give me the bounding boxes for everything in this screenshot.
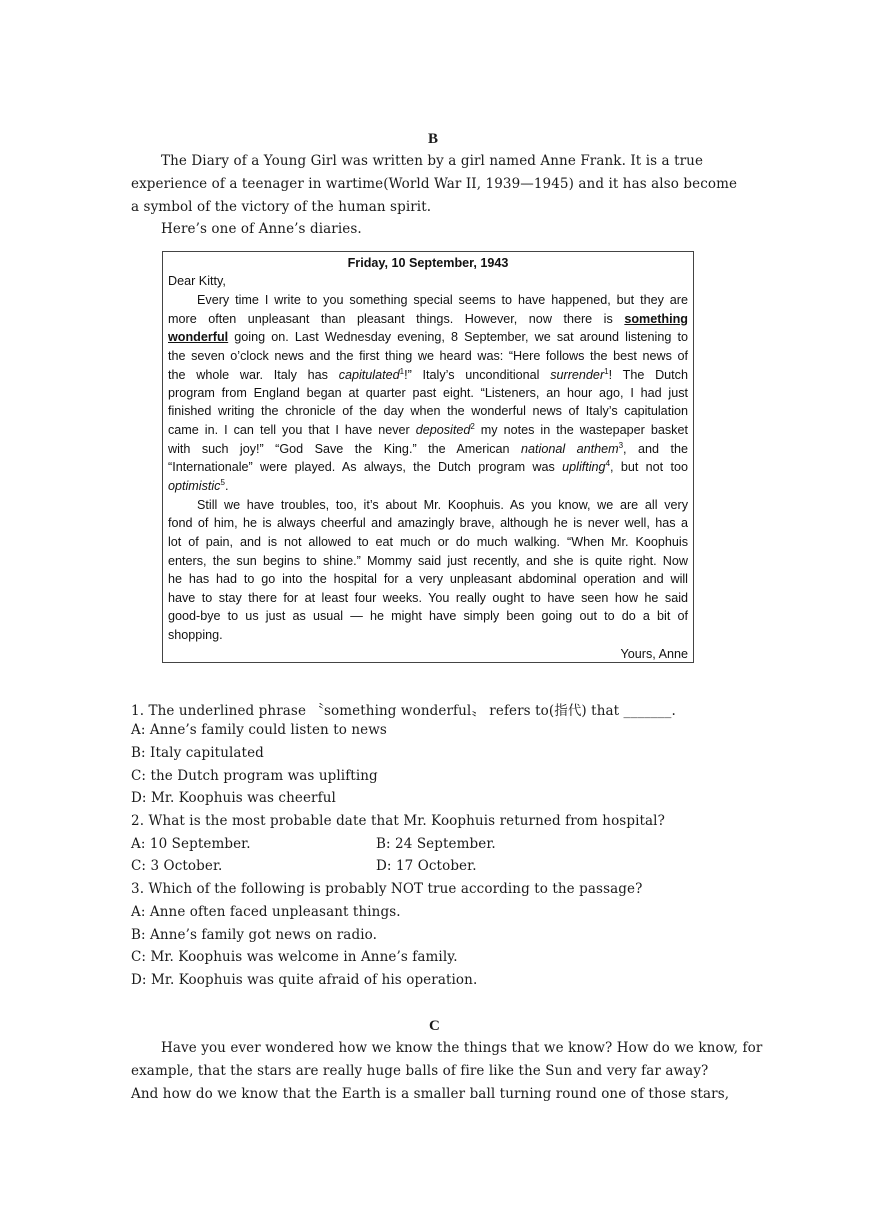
question-1-option-b: B: Italy capitulated: [131, 745, 264, 761]
diary-salutation: Dear Kitty,: [168, 274, 226, 288]
question-1-stem: 1. The underlined phrase 〝something wonderful〟 refers to(指代) that _______.: [131, 703, 676, 719]
question-3-option-a: A: Anne often faced unpleasant things.: [131, 904, 401, 920]
diary-p2-line-1: Still we have troubles, too, it’s about Mr. Koophuis. As you know, we are all very: [197, 498, 688, 512]
question-2-option-a: A: 10 September.: [131, 836, 251, 852]
underlined-phrase-part-2: wonderful: [168, 330, 229, 344]
question-1-option-c: C: the Dutch program was uplifting: [131, 768, 378, 784]
diary-date: Friday, 10 September, 1943: [347, 256, 509, 270]
diary-p1-line-5: the whole war. Italy has capitulated$^1$!” Italy’s unconditional surrender$^1$! The Dutch: [168, 366, 688, 382]
diary-signature: Yours, Anne: [620, 647, 688, 661]
diary-p2-line-4: enters, the sun begins to shine.” Mommy said just recently, and she is quite right. Now: [168, 554, 688, 568]
diary-p2-line-3: lot of pain, and is not allowed to eat much or do much walking. “When Mr. Koophuis: [168, 535, 688, 549]
diary-p1-line-2: more often unpleasant than pleasant things. However, now there is something: [168, 312, 688, 326]
question-1-option-a: A: Anne’s family could listen to news: [131, 722, 387, 738]
intro-lead-in: Here’s one of Anne’s diaries.: [161, 221, 362, 237]
diary-p1-line-10: “Internationale” were played. As always, the Dutch program was uplifting$^4$, but not too: [168, 458, 688, 474]
diary-p2-line-7: good-bye to us just as usual — he might have simply been going out to do a bit of: [168, 609, 688, 623]
diary-p1-line-7: finished writing the chronicle of the day when the wonderful news of Italy’s capitulation: [168, 404, 688, 418]
intro-line-2: experience of a teenager in wartime(World War II, 1939—1945) and it has also become: [131, 176, 738, 192]
diary-p2-line-8: shopping.: [168, 628, 223, 642]
intro-line-3: a symbol of the victory of the human spirit.: [131, 199, 432, 215]
diary-p1-line-1: Every time I write to you something special seems to have happened, but they are: [197, 293, 688, 307]
question-2-option-d: D: 17 October.: [376, 858, 477, 874]
diary-p1-line-4: the seven o’clock news and the first thing we heard was: “Here follows the best news of: [168, 349, 688, 363]
diary-p2-line-6: have to stay there for at least four weeks. You really ought to have seen how he said: [168, 591, 688, 605]
question-3-option-b: B: Anne’s family got news on radio.: [131, 927, 377, 943]
question-3-stem: 3. Which of the following is probably NOT true according to the passage?: [131, 881, 643, 897]
question-3-option-d: D: Mr. Koophuis was quite afraid of his operation.: [131, 972, 478, 988]
underlined-phrase-part-1: something: [624, 312, 688, 326]
diary-p2-line-5: he has had to go into the hospital for a very unpleasant abdominal operation and will: [168, 572, 688, 586]
section-c-line-1: Have you ever wondered how we know the things that we know? How do we know, for: [161, 1040, 763, 1056]
diary-p1-line-3: wonderful going on. Last Wednesday evening, 8 September, we sat around listening to: [168, 330, 688, 344]
question-2-stem: 2. What is the most probable date that Mr. Koophuis returned from hospital?: [131, 813, 665, 829]
diary-p1-line-9: with such joy!” “God Save the King.” the American national anthem$^3$, and the: [168, 440, 688, 456]
question-3-option-c: C: Mr. Koophuis was welcome in Anne’s family.: [131, 949, 458, 965]
diary-p1-line-6: program from England began at quarter past eight. “Listeners, an hour ago, I had just: [168, 386, 688, 400]
diary-p1-line-11: optimistic$^5$.: [168, 477, 229, 493]
diary-p2-line-2: fond of him, he is always cheerful and amazingly brave, although he is never well, has a: [168, 516, 688, 530]
section-b-heading: B: [428, 131, 439, 147]
intro-line-1: The Diary of a Young Girl was written by a girl named Anne Frank. It is a true: [161, 153, 704, 169]
section-c-heading: C: [429, 1018, 440, 1034]
section-c-line-2: example, that the stars are really huge balls of fire like the Sun and very far away?: [131, 1063, 709, 1079]
question-2-option-c: C: 3 October.: [131, 858, 223, 874]
diary-p1-line-8: came in. I can tell you that I have never deposited$^2$ my notes in the wastepaper basket: [168, 421, 688, 437]
section-c-line-3: And how do we know that the Earth is a smaller ball turning round one of those stars,: [131, 1086, 730, 1102]
question-2-option-b: B: 24 September.: [376, 836, 496, 852]
question-1-option-d: D: Mr. Koophuis was cheerful: [131, 790, 336, 806]
